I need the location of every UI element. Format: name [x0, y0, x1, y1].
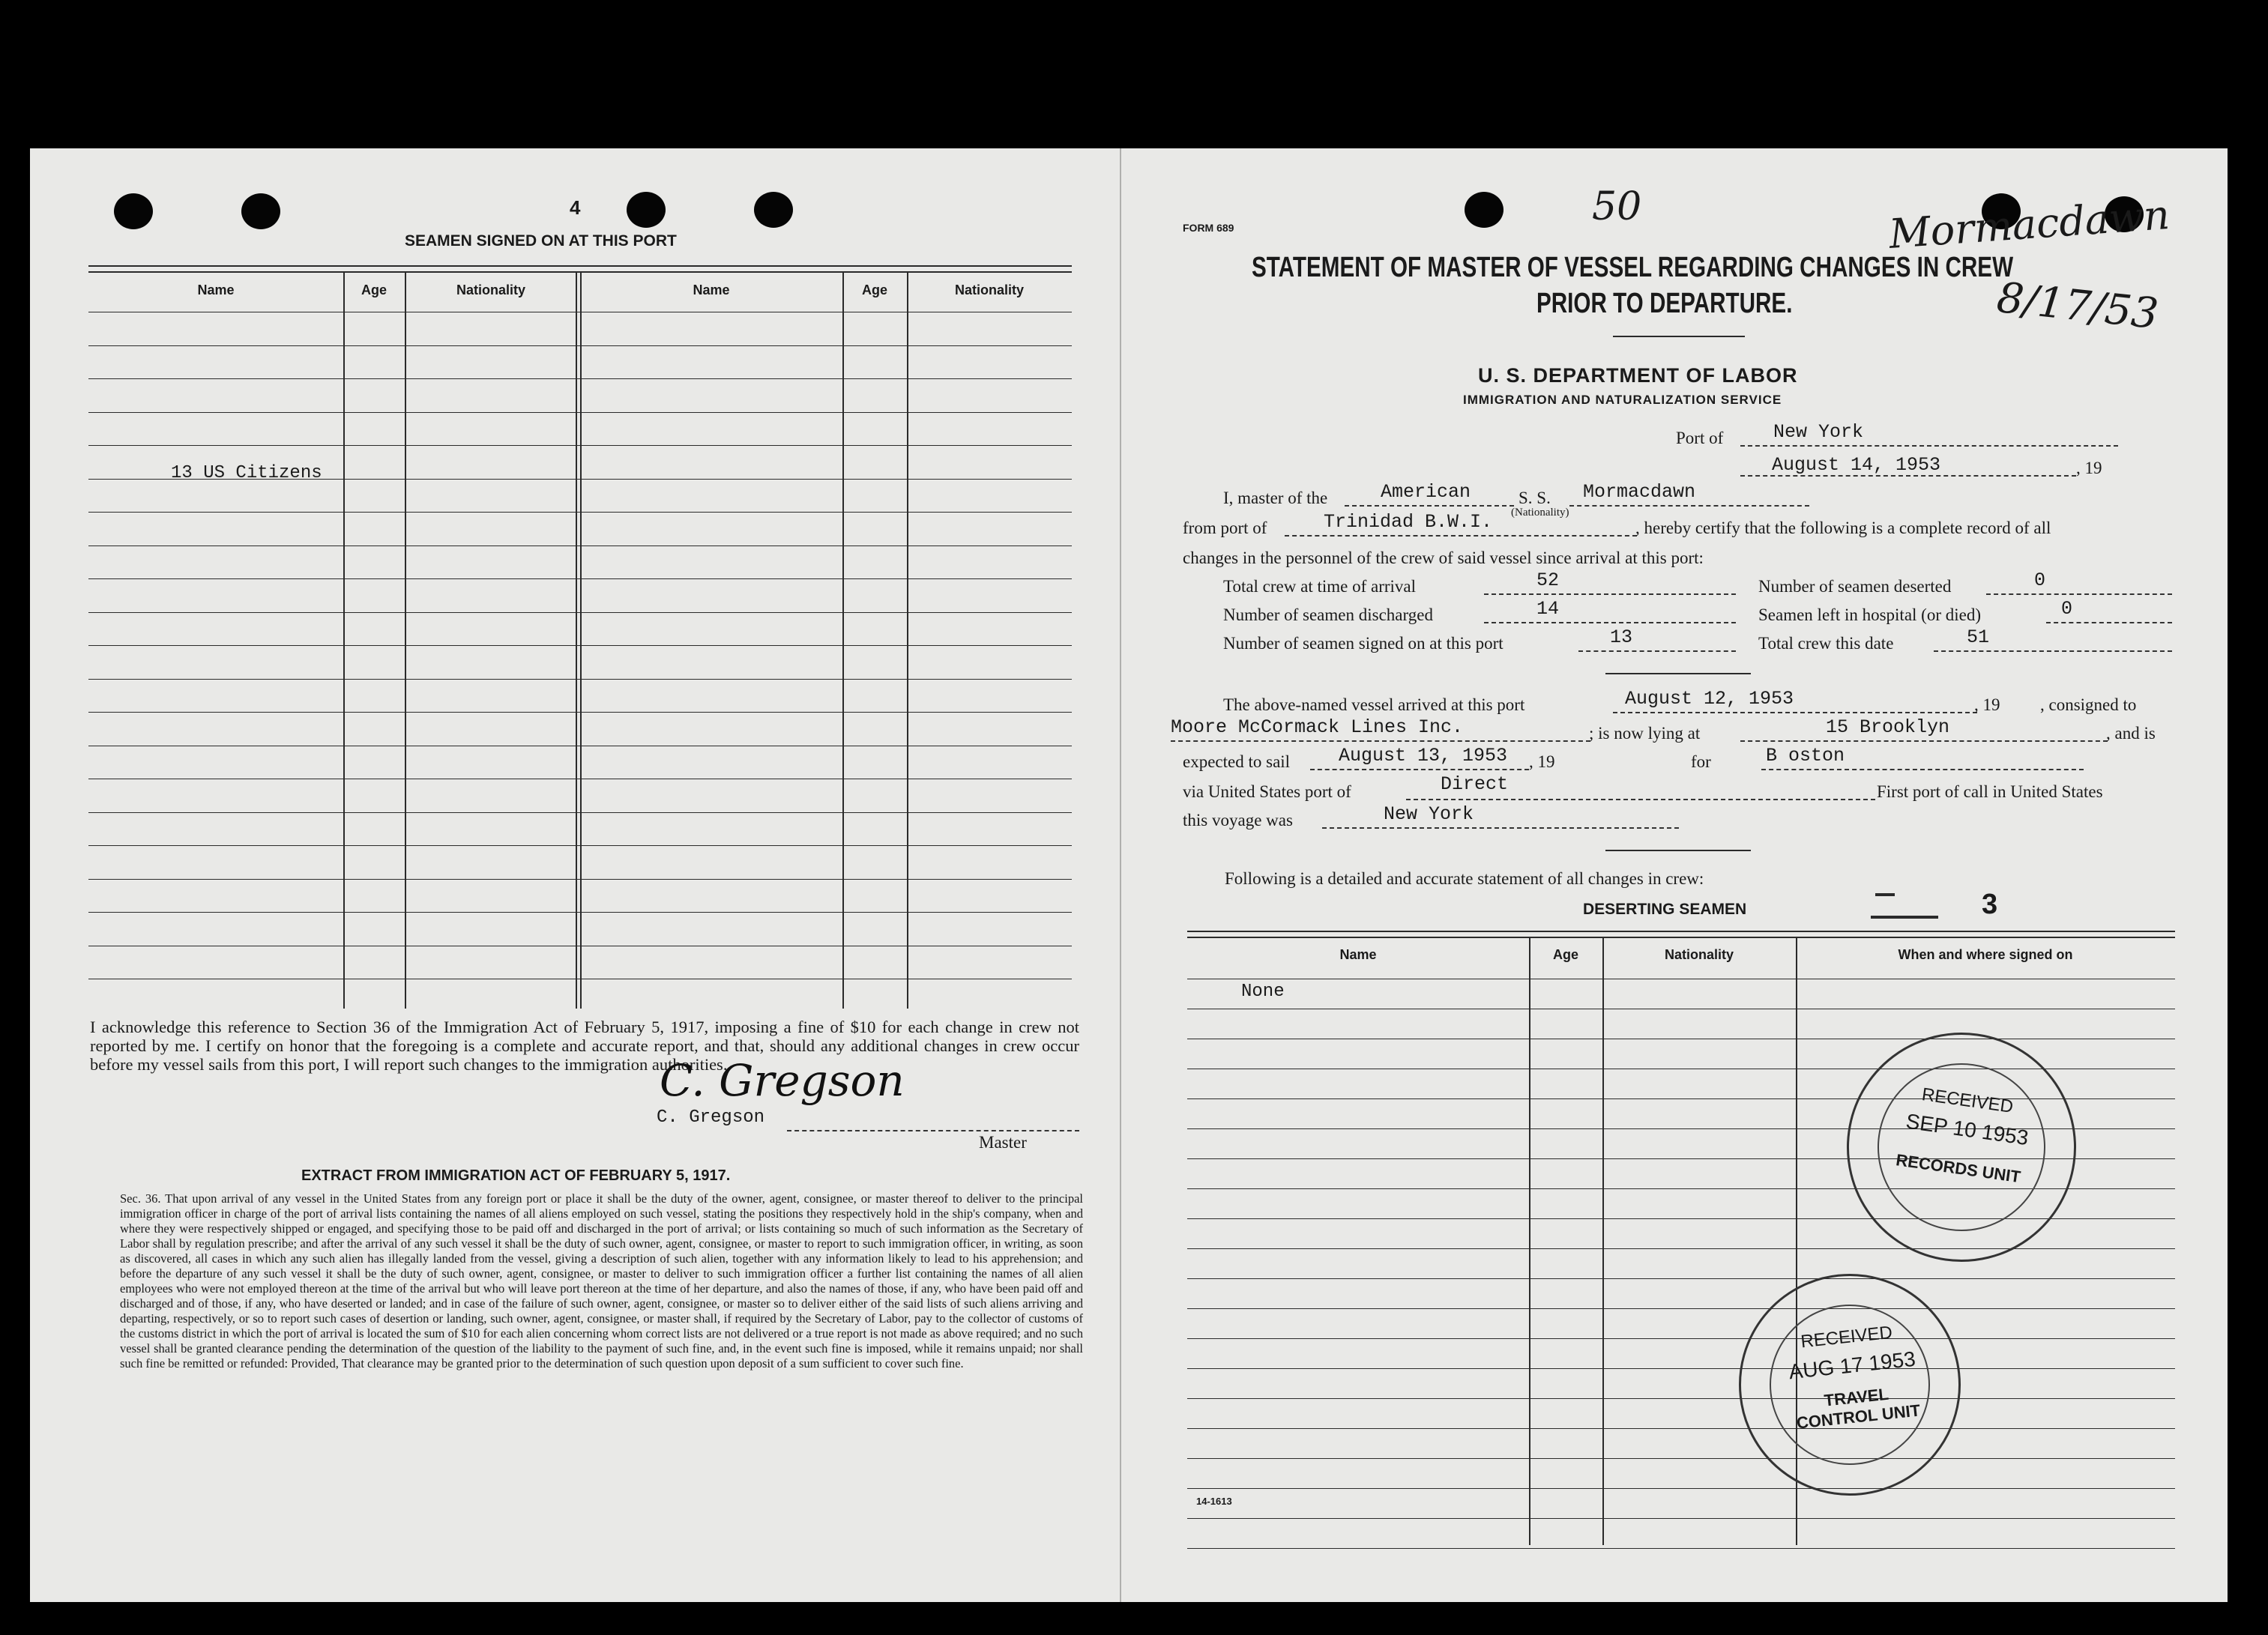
table-rule — [1187, 1248, 2175, 1249]
handwritten-number: 50 — [1592, 184, 1642, 229]
department-name: U. S. DEPARTMENT OF LABOR — [1478, 364, 1798, 387]
header-age-2: Age — [861, 282, 887, 297]
header-nationality-1: Nationality — [456, 282, 525, 297]
handwritten-date: 8/17/53 — [1994, 273, 2161, 339]
voyage-label: this voyage was — [1183, 811, 1293, 829]
master-of-label: I, master of the — [1223, 489, 1328, 507]
form-title-line1: STATEMENT OF MASTER OF VESSEL REGARDING CHANGES IN CREW — [1252, 252, 2014, 283]
master-name-typed: C. Gregson — [657, 1107, 765, 1128]
table-rule — [1187, 1398, 2175, 1399]
stamp-travel-line3: TRAVEL CONTROL UNIT — [1795, 1384, 1922, 1433]
hospital-label: Seamen left in hospital (or died) — [1758, 605, 1982, 624]
ss-label: S. S. — [1518, 489, 1551, 507]
port-label: Port of — [1676, 429, 1724, 447]
table-rule — [1187, 1338, 2175, 1339]
consigned-label: , consigned to — [2040, 695, 2137, 714]
arrived-label: The above-named vessel arrived at this port — [1223, 695, 1525, 714]
deserting-header-nationality: Nationality — [1664, 947, 1734, 962]
stamp-records-line1: RECEIVED — [1920, 1084, 2015, 1117]
arrived-year: , 19 — [1974, 695, 2000, 714]
changes-text: changes in the personnel of the crew of said vessel since arrival at this port: — [1183, 548, 1704, 567]
extract-text: Sec. 36. That upon arrival of any vessel in the United States from any foreign port or place it shall be the duty of the owner, agent, consignee, or master thereof to deliver to the principal immigration officer in charge of the port of arrival lists containing the names of all aliens employed on such vessel, stating the positions they respectively hold in the ship's company, when and where they were respectively shipped or engaged, and specifying those to be paid off and discharged in the port of arrival; or lists containing so much of such information as the Secretary of Labor shall by regulation prescribe; and after the arrival of any such vessel it shall be the duty of such owner, agent, consignee, or master to report to such immigration officer, in writing, as soon as discovered, all cases in which any such alien has illegally landed from the vessel, giving a description of such alien, together with any information likely to lead to his apprehension; and before the departure of any such vessel it shall be the duty of such owner, agent, consignee, or master to deliver to such immigration officer a further list containing the names of all alien employees who were not employed thereon at the time of the arrival but who will leave port thereon at the time of her departure, and also the names of those, if any, who have been paid off and discharged and of those, if any, who have deserted or landed; and in case of the failure of such owner, agent, consignee, or master so to deliver either of the said lists of such aliens arriving and departing, respectively, or so to report such cases of desertion or landing, such owner, agent, consignee, or master shall, if required by the Secretary of Labor, pay to the collector of customs of the customs district in which the port of arrival is located the sum of $10 for each alien concerning whom correct lists are not delivered or a true report is not made as above required; and no such vessel shall be granted clearance pending the determination of the question of the liability to the payment of such fine, and, in the event such fine is imposed, while it remains unpaid; nor shall such fine be remitted or refunded: Provided, That clearance may be granted prior to the determination of such question upon deposit of a sum sufficient to cover such fine. — [120, 1191, 1083, 1370]
punch-hole — [114, 193, 153, 229]
punch-hole — [627, 192, 666, 228]
form-title-line2: PRIOR TO DEPARTURE. — [1536, 288, 1793, 319]
discharged-value: 14 — [1536, 598, 1560, 620]
table-rule — [1187, 1488, 2175, 1489]
punch-hole — [754, 192, 793, 228]
header-nationality-2: Nationality — [954, 282, 1024, 297]
right-page-number: 3 — [1982, 889, 1998, 920]
for-label: for — [1691, 752, 1711, 771]
consignee-value: Moore McCormack Lines Inc. — [1171, 716, 1464, 738]
header-name-2: Name — [693, 282, 730, 297]
total-crew-arrival-label: Total crew at time of arrival — [1223, 577, 1417, 596]
nationality-note: (Nationality) — [1511, 507, 1569, 519]
left-section-title: SEAMEN SIGNED ON AT THIS PORT — [405, 232, 677, 250]
stamp-records-line2: SEP 10 1953 — [1904, 1109, 2030, 1150]
for-value: B oston — [1766, 745, 1845, 767]
acknowledgement-text: I acknowledge this reference to Section 36 of the Immigration Act of February 5, 1917, imposing a fine of $10 for each change in crew not reported by me. I certify on honor that the foregoing is a complete and accurate report, and that, should any additional changes in crew occur before my vessel sails from this port, I will report such changes to the immigration authorities. — [90, 1018, 1079, 1074]
certify-text: , hereby certify that the following is a complete record of all — [1635, 519, 2051, 537]
service-name: IMMIGRATION AND NATURALIZATION SERVICE — [1463, 393, 1782, 407]
via-value: Direct — [1441, 773, 1509, 795]
signed-on-value: 13 — [1610, 626, 1633, 648]
port-value: New York — [1773, 421, 1864, 443]
vessel-nationality: American — [1381, 481, 1471, 503]
form-number: FORM 689 — [1183, 222, 1234, 234]
header-name-1: Name — [197, 282, 235, 297]
expected-year: , 19 — [1529, 752, 1555, 771]
deserting-header-name: Name — [1339, 947, 1377, 962]
and-is-label: , and is — [2106, 724, 2156, 743]
header-age-1: Age — [361, 282, 387, 297]
expected-label: expected to sail — [1183, 752, 1291, 771]
master-label: Master — [979, 1133, 1027, 1152]
footer-code: 14-1613 — [1196, 1496, 1232, 1507]
discharged-label: Number of seamen discharged — [1223, 605, 1433, 624]
table-rule — [1187, 1548, 2175, 1549]
first-port-label: First port of call in United States — [1877, 782, 2103, 801]
handwritten-vessel-name: Mormacdawn — [1887, 190, 2171, 259]
page-fold — [1120, 148, 1121, 1602]
table-rule — [1187, 1368, 2175, 1369]
deserting-entry: None — [1241, 982, 1285, 1002]
left-page-number: 4 — [570, 196, 581, 219]
total-crew-date-label: Total crew this date — [1758, 634, 1894, 653]
via-label: via United States port of — [1183, 782, 1351, 801]
from-port-value: Trinidad B.W.I. — [1324, 511, 1493, 533]
voyage-value: New York — [1384, 803, 1474, 825]
report-date: August 14, 1953 — [1772, 454, 1941, 476]
table-rule — [1187, 1458, 2175, 1459]
vessel-name: Mormacdawn — [1583, 481, 1696, 503]
stamp-records-line3: RECORDS UNIT — [1895, 1150, 2022, 1187]
stamp-travel-line1: RECEIVED — [1800, 1322, 1894, 1353]
punch-hole — [241, 193, 280, 229]
hospital-value: 0 — [2061, 598, 2073, 620]
deserting-header-age: Age — [1552, 947, 1578, 962]
deserted-value: 0 — [2034, 569, 2046, 591]
master-signature: C. Gregson — [660, 1055, 905, 1106]
table-rule — [1187, 1278, 2175, 1279]
from-port-label: from port of — [1183, 519, 1267, 537]
deserting-header-signed-on: When and where signed on — [1898, 947, 2073, 962]
table-rule — [1187, 1518, 2175, 1519]
punch-hole — [1465, 192, 1504, 228]
report-year-suffix: , 19 — [2076, 459, 2102, 477]
lying-label: ; is now lying at — [1589, 724, 1701, 743]
deserted-label: Number of seamen deserted — [1758, 577, 1952, 596]
deserting-seamen-title: DESERTING SEAMEN — [1583, 901, 1747, 918]
total-crew-arrival-value: 52 — [1536, 569, 1560, 591]
expected-value: August 13, 1953 — [1339, 745, 1508, 767]
total-crew-date-value: 51 — [1967, 626, 1990, 648]
table-rule — [1187, 1308, 2175, 1309]
table-rule — [1187, 1428, 2175, 1429]
left-table-entry: 13 US Citizens — [171, 463, 322, 483]
stamp-travel-line2: AUG 17 1953 — [1788, 1347, 1917, 1384]
lying-value: 15 Brooklyn — [1826, 716, 1950, 738]
signed-on-label: Number of seamen signed on at this port — [1223, 634, 1504, 653]
extract-title: EXTRACT FROM IMMIGRATION ACT OF FEBRUARY 5, 1917. — [301, 1167, 731, 1184]
following-text: Following is a detailed and accurate statement of all changes in crew: — [1225, 869, 1704, 888]
arrived-value: August 12, 1953 — [1625, 688, 1794, 710]
